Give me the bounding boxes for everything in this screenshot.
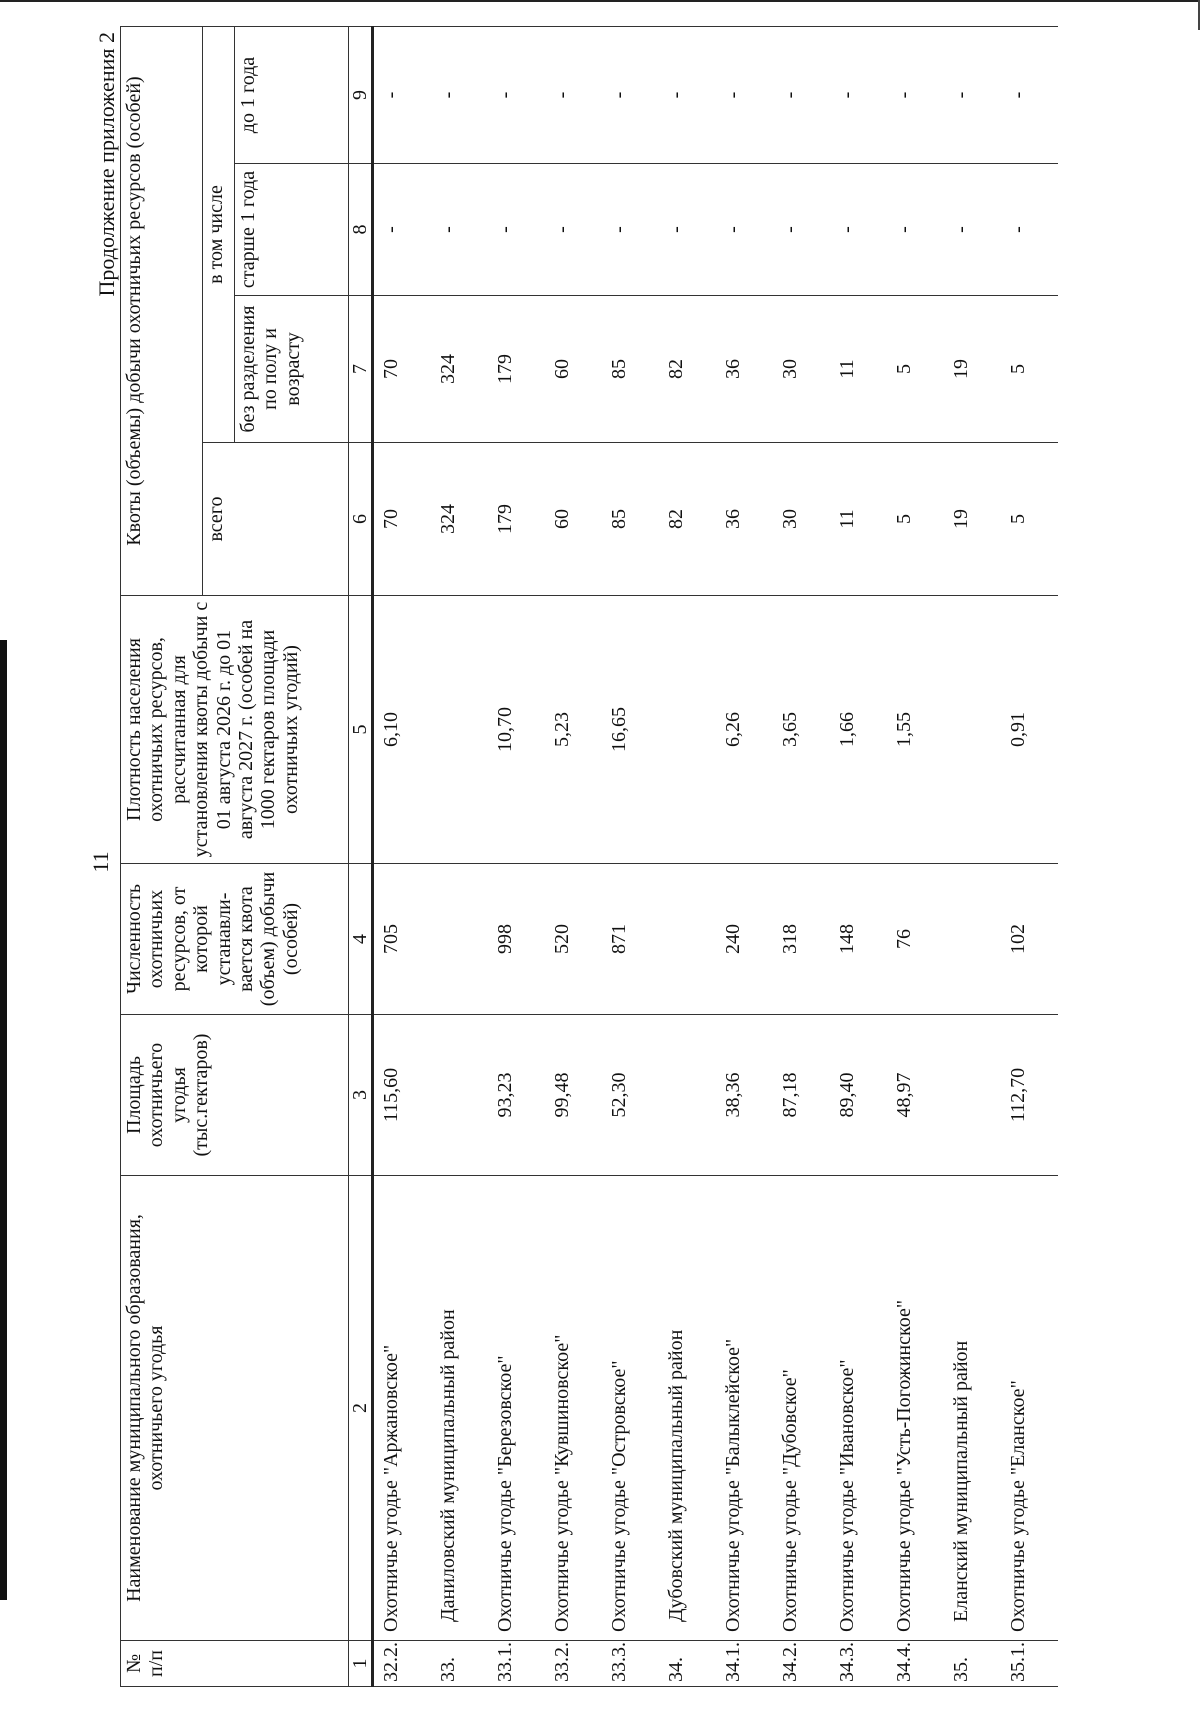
row-density: 1,55 — [887, 596, 944, 864]
row-name: Даниловский муниципальный район — [431, 1176, 488, 1641]
header-no-sex-age: без разделения по полу и возрасту — [235, 296, 349, 443]
row-count — [659, 864, 716, 1015]
row-area: 99,48 — [545, 1015, 602, 1176]
row-name: Охотничье угодье "Балыклейское" — [716, 1176, 773, 1641]
row-area: 38,36 — [716, 1015, 773, 1176]
row-quota-total: 70 — [373, 443, 432, 596]
header-quota: Квоты (объемы) добычи охотничьих ресурсов (особей) — [121, 27, 203, 596]
row-density: 16,65 — [602, 596, 659, 864]
row-name: Охотничье угодье "Островское" — [602, 1176, 659, 1641]
table-row — [773, 27, 830, 1687]
row-area: 87,18 — [773, 1015, 830, 1176]
table-row — [545, 27, 602, 1687]
row-quota-under-1y: - — [431, 27, 488, 164]
column-number: 8 — [349, 164, 373, 296]
row-name: Охотничье угодье "Дубовское" — [773, 1176, 830, 1641]
row-quota-older-1y: - — [716, 164, 773, 296]
row-density — [659, 596, 716, 864]
row-number: 33.1. — [488, 1641, 545, 1687]
row-count: 520 — [545, 864, 602, 1015]
row-quota-total: 30 — [773, 443, 830, 596]
row-count: 871 — [602, 864, 659, 1015]
row-quota-total: 82 — [659, 443, 716, 596]
column-number: 9 — [349, 27, 373, 164]
row-number: 34.2. — [773, 1641, 830, 1687]
row-area: 89,40 — [830, 1015, 887, 1176]
row-quota-older-1y: - — [944, 164, 1001, 296]
row-number: 34.1. — [716, 1641, 773, 1687]
row-name: Дубовский муниципальный район — [659, 1176, 716, 1641]
row-count: 148 — [830, 864, 887, 1015]
row-density: 10,70 — [488, 596, 545, 864]
row-quota-under-1y: - — [488, 27, 545, 164]
row-number: 34.3. — [830, 1641, 887, 1687]
row-name: Охотничье угодье "Аржановское" — [373, 1176, 432, 1641]
row-density: 5,23 — [545, 596, 602, 864]
row-quota-older-1y: - — [431, 164, 488, 296]
row-quota-under-1y: - — [716, 27, 773, 164]
row-area: 93,23 — [488, 1015, 545, 1176]
row-density: 0,91 — [1001, 596, 1058, 864]
row-quota-no-sex-age: 60 — [545, 296, 602, 443]
row-density — [431, 596, 488, 864]
row-quota-total: 60 — [545, 443, 602, 596]
row-density: 3,65 — [773, 596, 830, 864]
row-area — [431, 1015, 488, 1176]
row-quota-older-1y: - — [1001, 164, 1058, 296]
row-name: Охотничье угодье "Усть-Погожинское" — [887, 1176, 944, 1641]
row-quota-total: 5 — [887, 443, 944, 596]
row-quota-older-1y: - — [659, 164, 716, 296]
row-quota-under-1y: - — [659, 27, 716, 164]
row-quota-under-1y: - — [887, 27, 944, 164]
row-quota-no-sex-age: 5 — [1001, 296, 1058, 443]
row-quota-total: 324 — [431, 443, 488, 596]
row-number: 34.4. — [887, 1641, 944, 1687]
row-number: 35.1. — [1001, 1641, 1058, 1687]
row-area: 52,30 — [602, 1015, 659, 1176]
row-quota-under-1y: - — [545, 27, 602, 164]
row-count — [431, 864, 488, 1015]
row-quota-older-1y: - — [488, 164, 545, 296]
column-number: 1 — [349, 1641, 373, 1687]
header-under-1y: до 1 года — [235, 27, 349, 164]
row-name: Еланский муниципальный район — [944, 1176, 1001, 1641]
row-quota-total: 11 — [830, 443, 887, 596]
header-area: Площадь охотничьего угодья (тыс.гектаров) — [121, 1015, 349, 1176]
row-quota-under-1y: - — [944, 27, 1001, 164]
row-count: 240 — [716, 864, 773, 1015]
table-row — [1001, 27, 1058, 1687]
row-density: 1,66 — [830, 596, 887, 864]
table-row — [944, 27, 1001, 1687]
row-name: Охотничье угодье "Кувшиновское" — [545, 1176, 602, 1641]
row-density: 6,10 — [373, 596, 432, 864]
row-count: 76 — [887, 864, 944, 1015]
header-count: Численность охотничьих ресурсов, от которой устанавли-вается квота (объем) добычи (особей) — [121, 864, 349, 1015]
table-row — [602, 27, 659, 1687]
row-number: 33.2. — [545, 1641, 602, 1687]
row-quota-older-1y: - — [545, 164, 602, 296]
row-quota-older-1y: - — [602, 164, 659, 296]
row-quota-under-1y: - — [602, 27, 659, 164]
row-quota-under-1y: - — [373, 27, 432, 164]
row-quota-under-1y: - — [773, 27, 830, 164]
row-number: 35. — [944, 1641, 1001, 1687]
table-row — [431, 27, 488, 1687]
row-quota-older-1y: - — [830, 164, 887, 296]
table-row — [716, 27, 773, 1687]
row-quota-no-sex-age: 5 — [887, 296, 944, 443]
row-quota-no-sex-age: 30 — [773, 296, 830, 443]
page-number: 11 — [88, 851, 113, 873]
table-row — [887, 27, 944, 1687]
row-density — [944, 596, 1001, 864]
row-quota-total: 85 — [602, 443, 659, 596]
row-quota-under-1y: - — [1001, 27, 1058, 164]
row-number: 33.3. — [602, 1641, 659, 1687]
row-number: 33. — [431, 1641, 488, 1687]
row-quota-no-sex-age: 179 — [488, 296, 545, 443]
column-number: 5 — [349, 596, 373, 864]
row-name: Охотничье угодье "Березовское" — [488, 1176, 545, 1641]
row-count: 705 — [373, 864, 432, 1015]
continuation-title: Продолжение приложения 2 — [94, 32, 119, 297]
row-quota-no-sex-age: 11 — [830, 296, 887, 443]
table-row — [659, 27, 716, 1687]
column-number: 2 — [349, 1176, 373, 1641]
table-row — [373, 27, 432, 1687]
row-quota-total: 19 — [944, 443, 1001, 596]
column-number: 4 — [349, 864, 373, 1015]
header-older-1y: старше 1 года — [235, 164, 349, 296]
row-quota-no-sex-age: 85 — [602, 296, 659, 443]
row-quota-older-1y: - — [373, 164, 432, 296]
column-number: 6 — [349, 443, 373, 596]
row-quota-no-sex-age: 82 — [659, 296, 716, 443]
row-area — [944, 1015, 1001, 1176]
row-quota-no-sex-age: 70 — [373, 296, 432, 443]
row-quota-total: 5 — [1001, 443, 1058, 596]
row-number: 32.2. — [373, 1641, 432, 1687]
row-count: 102 — [1001, 864, 1058, 1015]
row-count — [944, 864, 1001, 1015]
quota-table — [120, 26, 1058, 1687]
table-row — [830, 27, 887, 1687]
row-quota-under-1y: - — [830, 27, 887, 164]
row-name: Охотничье угодье "Еланское" — [1001, 1176, 1058, 1641]
row-quota-no-sex-age: 19 — [944, 296, 1001, 443]
column-number-row — [349, 27, 373, 1687]
row-name: Охотничье угодье "Ивановское" — [830, 1176, 887, 1641]
row-quota-total: 36 — [716, 443, 773, 596]
row-quota-no-sex-age: 36 — [716, 296, 773, 443]
row-count: 318 — [773, 864, 830, 1015]
row-area — [659, 1015, 716, 1176]
row-quota-older-1y: - — [773, 164, 830, 296]
column-number: 3 — [349, 1015, 373, 1176]
row-quota-total: 179 — [488, 443, 545, 596]
header-density: Плотность населения охотничьих ресурсов, рассчитанная для установления квоты добычи с 01 августа 2026 г. до 01 августа 2027 г. (особей на 1000 гектаров площади охотничьих угодий) — [121, 596, 349, 864]
row-density: 6,26 — [716, 596, 773, 864]
row-number: 34. — [659, 1641, 716, 1687]
row-count: 998 — [488, 864, 545, 1015]
row-quota-older-1y: - — [887, 164, 944, 296]
column-number: 7 — [349, 296, 373, 443]
header-including: в том числе — [203, 27, 235, 443]
header-total: всего — [203, 443, 349, 596]
row-area: 115,60 — [373, 1015, 432, 1176]
header-no: № п/п — [121, 1641, 349, 1687]
row-quota-no-sex-age: 324 — [431, 296, 488, 443]
table-row — [488, 27, 545, 1687]
header-name: Наименование муниципального образования, охотничьего угодья — [121, 1176, 349, 1641]
row-area: 48,97 — [887, 1015, 944, 1176]
row-area: 112,70 — [1001, 1015, 1058, 1176]
